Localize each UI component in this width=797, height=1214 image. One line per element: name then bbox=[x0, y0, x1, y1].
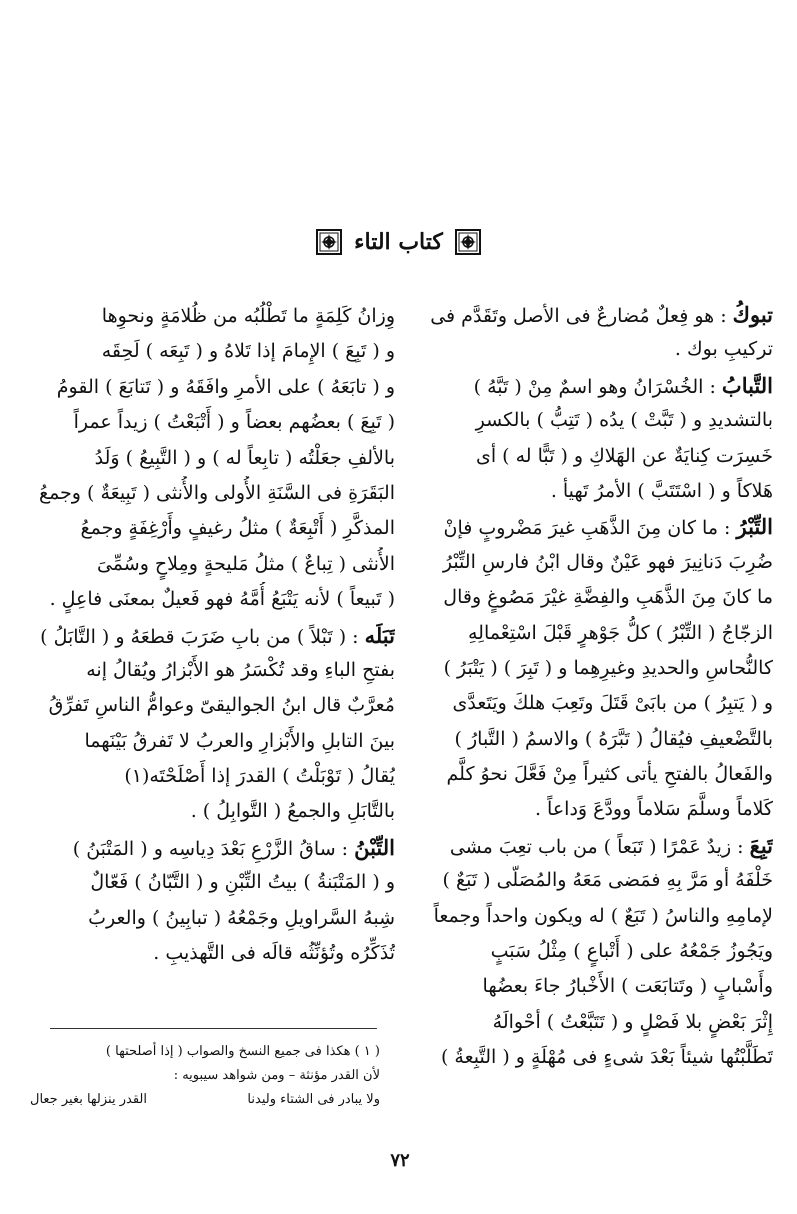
line-text: البَقَرَةِ فى السَّنَةِ الأُولى والأُنثى ( تَبِيعَةٌ ) وجمعُ bbox=[38, 481, 395, 504]
text-line bbox=[405, 969, 773, 1004]
text-line bbox=[30, 334, 395, 369]
ornament-icon bbox=[455, 229, 481, 255]
footnote-line: لأن القدر مؤنثة – ومن شواهد سيبويه : bbox=[173, 1068, 380, 1083]
line-text: الأُنثى ( تِباعٌ ) مثلُ مَليحةٍ ومِلاحٍ وسُمِّىَ bbox=[96, 552, 395, 575]
text-line bbox=[30, 405, 395, 440]
line-text: : هو فِعلٌ مُضارعٌ فى الأصل وتَقَدَّم فى bbox=[430, 305, 733, 327]
text-line bbox=[30, 653, 395, 688]
page-number: ٧٢ bbox=[390, 1150, 410, 1171]
line-text: إِثْرَ بَعْضٍ بلا فَصْلٍ و ( تَتَبَّعْتُ ) أحْوالَهُ bbox=[492, 1010, 773, 1033]
line-text: بينَ التابلِ والأَبْزارِ والعربُ لا تَفرقُ بَيْنَهما bbox=[84, 729, 395, 752]
text-line bbox=[30, 724, 395, 759]
line-text: ( تَبيعاً ) لأنه يَتْبَعُ أُمَّهُ فهو فَعيلٌ بمعنَى فاعِلٍ . bbox=[49, 588, 395, 611]
line-text: كالنُّحاسِ والحديدِ وغيرِهِما و ( تَبِرَ ) ( يَتْبَرُ ) bbox=[443, 656, 773, 679]
headword: التَّبابُ bbox=[721, 372, 773, 398]
line-text: والفَعالُ بالفتحِ يأتى كثيراً مِنْ فَعَّلَ نحوُ كلَّم bbox=[446, 763, 773, 786]
line-text: مُعرَّبٌ قال ابنُ الجواليقىّ وعوامُّ الناسِ تَفرِّقُ bbox=[48, 694, 395, 717]
right-column bbox=[405, 297, 773, 1076]
line-text: بالتَّضْعيفِ فيُقالُ ( تَبَّرَهُ ) والاسمُ ( التَّبارُ ) bbox=[454, 727, 773, 750]
footnote bbox=[30, 1040, 380, 1112]
headword: التِّبْرُ bbox=[736, 514, 773, 540]
text-line bbox=[405, 439, 773, 474]
text-line bbox=[405, 509, 773, 544]
text-line bbox=[405, 863, 773, 898]
headword: تَبَلَه bbox=[364, 622, 395, 648]
line-text: خَسِرَت كِنايَةٌ عن الهَلاكِ و ( تَبًّا له ) أى bbox=[475, 444, 773, 467]
line-text: تركيبِ بوك . bbox=[674, 338, 773, 361]
headword: التِّبْنُ bbox=[354, 834, 395, 860]
line-text: : ساقُ الزَّرْعِ بَعْدَ دِياسِه و ( المَتْبَنُ ) bbox=[72, 837, 355, 860]
text-line bbox=[30, 688, 395, 723]
text-line bbox=[405, 474, 773, 509]
text-line bbox=[30, 865, 395, 900]
line-text: : الخُسْرَانُ وهو اسمٌ مِنْ ( تَبَّهُ ) bbox=[473, 375, 722, 398]
line-text: و ( تابَعَهُ ) على الأمرِ وافَقَهُ و ( تَتابَعَ ) القومُ bbox=[56, 375, 395, 398]
text-line bbox=[30, 547, 395, 582]
text-line bbox=[30, 830, 395, 865]
verse-first-hemistich: ولا يبادر فى الشتاء وليدنا bbox=[247, 1092, 380, 1107]
text-line bbox=[405, 1005, 773, 1040]
text-line bbox=[30, 901, 395, 936]
line-text: و ( المَتْبَنةُ ) بيتُ التِّبْنِ و ( التَّبّانُ ) فَعّالٌ bbox=[90, 871, 395, 894]
text-line bbox=[30, 299, 395, 334]
text-line bbox=[405, 297, 773, 332]
line-text: بالألفِ جعَلْتُه ( تابِعاً له ) و ( التَّبِيعُ ) وَلَدُ bbox=[94, 446, 395, 469]
text-line bbox=[30, 759, 395, 794]
line-text: تُذَكِّرُه وتُؤنِّثُه قالَه فى التَّهذيبِ . bbox=[153, 942, 395, 965]
footnote-verse bbox=[30, 1088, 380, 1112]
text-line bbox=[405, 686, 773, 721]
line-text: بالتَّابَلِ والجمعُ ( التَّوابِلُ ) . bbox=[190, 800, 395, 823]
headword: تَبِعَ bbox=[749, 832, 773, 858]
line-text: و ( يَتبِرُ ) من بابَىْ قَتَلَ وتَعِبَ هلكَ ويَتَعدَّى bbox=[452, 692, 773, 715]
headword: تبوكُ bbox=[732, 302, 773, 327]
line-text: شِبهُ السَّراويلِ وجَمْعُهُ ( تبابِينُ ) والعربُ bbox=[88, 906, 395, 929]
line-text: هَلاكاً و ( اسْتَتَبَّ ) الأمرُ تَهيأ . bbox=[550, 479, 773, 502]
text-line bbox=[405, 651, 773, 686]
line-text: : ما كان مِنَ الذَّهَبِ غيرَ مَضْروبٍ فإنْ bbox=[443, 517, 737, 540]
text-line bbox=[405, 828, 773, 863]
line-text: الزجّاجُ ( التِّبْرُ ) كلُّ جَوْهرٍ قَبْلَ اسْتِعْمالِهِ bbox=[467, 621, 773, 644]
page-header bbox=[0, 222, 797, 262]
text-line bbox=[405, 616, 773, 651]
text-line bbox=[30, 618, 395, 653]
line-text: لإمامِهِ والناسُ ( تَبَعٌ ) له ويكون واحداً وجمعاً bbox=[433, 904, 773, 927]
text-line bbox=[30, 511, 395, 546]
text-line bbox=[405, 792, 773, 827]
line-text: و ( تَبِعَ ) الإِمامَ إذا تَلاهُ و ( تَبِعَه ) لَحِقَه bbox=[101, 340, 395, 363]
text-line bbox=[405, 545, 773, 580]
text-line bbox=[405, 403, 773, 438]
line-text: ويَجُوزُ جَمْعُهُ على ( أَتْباعٍ ) مِثْلُ سَبَبٍ bbox=[490, 940, 773, 963]
footnote-divider bbox=[50, 1028, 377, 1029]
text-line bbox=[405, 722, 773, 757]
line-text: ما كانَ مِنَ الذَّهَبِ والفِضَّةِ غيْرَ مَصُوغٍ وقال bbox=[443, 586, 773, 609]
line-text: يُقالُ ( تَوْبَلْتُ ) القدرَ إذا أَصْلَحْتَه(١) bbox=[124, 765, 395, 788]
line-text: : ( تَبْلاً ) من بابِ ضَرَبَ قطعَهُ و ( التَّابَلُ ) bbox=[40, 625, 365, 648]
text-line bbox=[405, 899, 773, 934]
left-column bbox=[30, 299, 395, 971]
line-text: المذكَّرِ ( أَتْبِعَةٌ ) مثلُ رغيفٍ وأَرْغِفَةٍ وجمعُ bbox=[80, 517, 395, 540]
chapter-title: كتاب التاء bbox=[354, 229, 443, 255]
line-text: وأَسْبابٍ ( وتَتابَعَت ) الأَخْبارُ جاءَ بعضُها bbox=[482, 975, 773, 998]
text-line bbox=[405, 368, 773, 403]
text-line bbox=[405, 1040, 773, 1075]
line-text: ( تَبِعَ ) بعضُهم بعضاً و ( أَتْبَعْتُ ) زيداً عمراً bbox=[73, 411, 395, 434]
text-line bbox=[30, 794, 395, 829]
line-text: بفتحِ الباءِ وقد تُكْسَرُ هو الأَبْزارُ ويُقالُ إنه bbox=[86, 658, 395, 681]
text-line bbox=[30, 476, 395, 511]
line-text: : زيدٌ عَمْرًا ( تَبَعاً ) من باب تعِبَ مشى bbox=[449, 835, 750, 858]
text-line bbox=[30, 936, 395, 971]
text-line bbox=[405, 580, 773, 615]
text-line bbox=[30, 582, 395, 617]
line-text: بالتشديدِ و ( تَبَّتْ ) يدُه ( تَتِبُّ ) بالكسرِ bbox=[475, 409, 773, 432]
text-line bbox=[405, 332, 773, 367]
ornament-icon bbox=[316, 229, 342, 255]
line-text: وِزانُ كَلِمَةٍ ما تَطْلُبُه من ظُلامَةٍ ونحوِها bbox=[101, 305, 395, 327]
footnote-line: ( ١ ) هكذا فى جميع النسخ والصواب ( إذا أصلحتها ) bbox=[105, 1044, 380, 1059]
text-line bbox=[30, 370, 395, 405]
line-text: تَطَلَّبْتُها شيئاً بَعْدَ شىءٍ فى مُهْلَةٍ و ( التَّبِعةُ ) bbox=[440, 1046, 773, 1069]
text-line bbox=[405, 934, 773, 969]
verse-second-hemistich: القدر ينزلها بغير جعال bbox=[30, 1092, 147, 1107]
line-text: ضُرِبَ دَنانِيرَ فهو عَيْنٌ وقال ابْنُ فارسِ التِّبْرُ bbox=[442, 550, 773, 573]
text-line bbox=[30, 441, 395, 476]
line-text: خَلْفَهُ أو مَرَّ بِهِ فمَضى مَعَهُ والمُصَلّى ( تَبَعٌ ) bbox=[442, 869, 773, 892]
text-line bbox=[405, 757, 773, 792]
line-text: كَلاماً وسلَّمَ سَلاماً وودَّعَ وَداعاً . bbox=[534, 798, 773, 821]
